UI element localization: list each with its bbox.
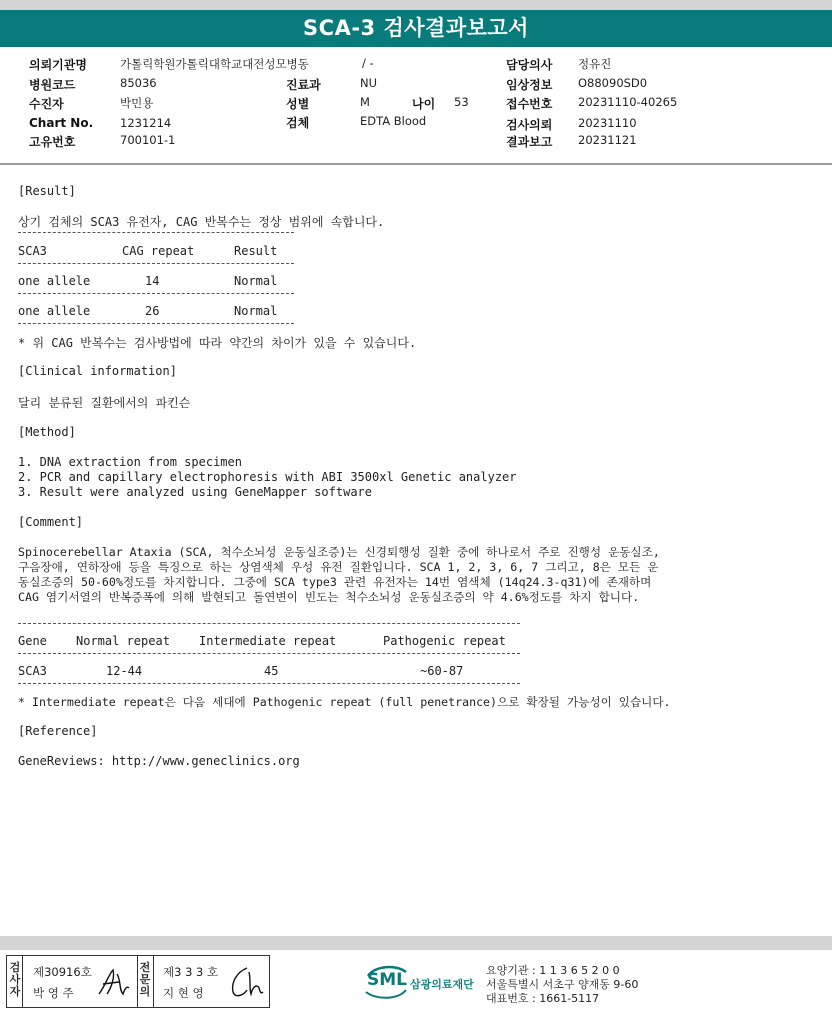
sex-value: M	[360, 95, 370, 109]
comment-heading: [Comment]	[18, 515, 84, 529]
repeat-note: * Intermediate repeat은 다음 세대에 Pathogenic repeat (full penetrance)으로 확장될 가능성이 있습니다.	[18, 695, 671, 709]
chart-value: 1231214	[120, 116, 172, 130]
repeat-header-gene: Gene	[18, 634, 47, 648]
table-divider	[18, 323, 294, 324]
receipt-value: 20231110-40265	[578, 95, 678, 109]
result-header-result: Result	[234, 244, 278, 258]
table-divider	[18, 232, 294, 233]
result-row-allele: one allele	[18, 274, 91, 288]
table-divider	[18, 683, 520, 684]
unique-label: 고유번호	[29, 135, 76, 149]
doctor-label: 담당의사	[506, 58, 553, 72]
confirmer-name: 지 현 영	[163, 986, 204, 1000]
bottom-gray-bar	[0, 936, 832, 950]
comment-line: CAG 염기서열의 반복증폭에 의해 발현되고 돌연변이 빈도는 척수소뇌성 운동실조증의 약 4.6%정도를 차지 합니다.	[18, 590, 640, 604]
signature-box	[6, 955, 270, 1008]
repeat-header-pathogenic: Pathogenic repeat	[383, 634, 506, 648]
result-heading: [Result]	[18, 184, 76, 198]
result-header-gene: SCA3	[18, 244, 47, 258]
repeat-header-intermediate: Intermediate repeat	[199, 634, 337, 648]
chart-label: Chart No.	[29, 116, 94, 130]
result-row-allele: one allele	[18, 304, 91, 318]
clinical-label: 임상정보	[506, 78, 553, 92]
lab-address: 서울특별시 서초구 양재동 9-60	[486, 978, 639, 991]
clinical-heading: [Clinical information]	[18, 364, 177, 378]
doctor-value: 정유진	[578, 57, 612, 71]
table-divider	[18, 653, 520, 654]
lab-phone: 대표번호 : 1661-5117	[486, 992, 600, 1005]
hospital-code-label: 병원코드	[29, 78, 76, 92]
lab-name: 삼광의료재단	[410, 978, 474, 991]
receipt-label: 접수번호	[506, 97, 553, 111]
age-value: 53	[454, 95, 469, 109]
report-label: 결과보고	[506, 135, 553, 149]
table-divider	[18, 293, 294, 294]
table-divider	[18, 623, 520, 624]
recipient-value: 박민용	[120, 96, 154, 110]
result-header-cag: CAG repeat	[122, 244, 195, 258]
department-value: NU	[360, 76, 378, 90]
repeat-row-normal: 12-44	[106, 664, 143, 678]
department-label: 진료과	[286, 78, 321, 92]
tester-license: 제30916호	[33, 965, 92, 979]
recipient-label: 수진자	[29, 97, 64, 111]
confirmer-signature	[225, 962, 265, 1002]
institution-value: 가톨릭학원가톨릭대학교대전성모병동	[120, 57, 309, 71]
confirmer-license: 제3 3 3 호	[163, 965, 219, 979]
result-row-status: Normal	[234, 274, 278, 288]
repeat-row-gene: SCA3	[18, 664, 47, 678]
tester-signature	[95, 966, 131, 1000]
institution-label: 의뢰기관명	[29, 58, 87, 72]
clinical-text: 달리 분류된 질환에서의 파킨슨	[18, 396, 191, 410]
age-label: 나이	[412, 97, 436, 111]
comment-line: 동실조증의 50-60%정도를 차지합니다. 그중에 SCA type3 관련 유전자는 14번 염색체 (14q24.3-q31)에 존재하며	[18, 575, 652, 589]
report-title: SCA-3 검사결과보고서	[0, 10, 832, 47]
method-heading: [Method]	[18, 425, 76, 439]
result-row-status: Normal	[234, 304, 278, 318]
report-value: 20231121	[578, 133, 637, 147]
institution-extra: / -	[362, 56, 374, 70]
comment-line: 구음장애, 연하장애 등을 특징으로 하는 상염색체 우성 유전 질환입니다. SCA 1, 2, 3, 6, 7 그리고, 8은 모든 운	[18, 560, 659, 574]
top-gray-bar	[0, 0, 832, 10]
request-value: 20231110	[578, 116, 637, 130]
table-divider	[18, 263, 294, 264]
header-divider	[0, 163, 832, 165]
method-line: 1. DNA extraction from specimen	[18, 455, 242, 469]
specimen-label: 검체	[286, 116, 310, 130]
reference-link[interactable]: GeneReviews: http://www.geneclinics.org	[18, 754, 300, 768]
result-row-repeat: 26	[145, 304, 160, 318]
sex-label: 성별	[286, 97, 310, 111]
result-note: * 위 CAG 반복수는 검사방법에 따라 약간의 차이가 있을 수 있습니다.	[18, 336, 417, 350]
repeat-header-normal: Normal repeat	[76, 634, 170, 648]
unique-value: 700101-1	[120, 133, 176, 147]
repeat-row-intermediate: 45	[264, 664, 279, 678]
comment-line: Spinocerebellar Ataxia (SCA, 척수소뇌성 운동실조증)는 신경퇴행성 질환 중에 하나로서 주로 진행성 운동실조,	[18, 545, 660, 559]
request-label: 검사의뢰	[506, 118, 553, 132]
method-line: 2. PCR and capillary electrophoresis with ABI 3500xl Genetic analyzer	[18, 470, 517, 484]
confirmer-label: 전 문 의	[139, 961, 151, 998]
clinical-value: O88090SD0	[578, 76, 648, 90]
result-row-repeat: 14	[145, 274, 160, 288]
hospital-code-value: 85036	[120, 76, 157, 90]
sml-logo-text: SML	[367, 970, 407, 990]
result-text: 상기 검체의 SCA3 유전자, CAG 반복수는 정상 범위에 속합니다.	[18, 215, 385, 229]
tester-label: 검 사 자	[9, 961, 21, 998]
tester-name: 박 영 주	[33, 986, 74, 1000]
lab-code: 요양기관 : 1 1 3 6 5 2 0 0	[486, 964, 620, 977]
repeat-row-pathogenic: ~60-87	[420, 664, 464, 678]
specimen-value: EDTA Blood	[360, 114, 427, 128]
method-line: 3. Result were analyzed using GeneMapper software	[18, 485, 373, 499]
reference-heading: [Reference]	[18, 724, 98, 738]
